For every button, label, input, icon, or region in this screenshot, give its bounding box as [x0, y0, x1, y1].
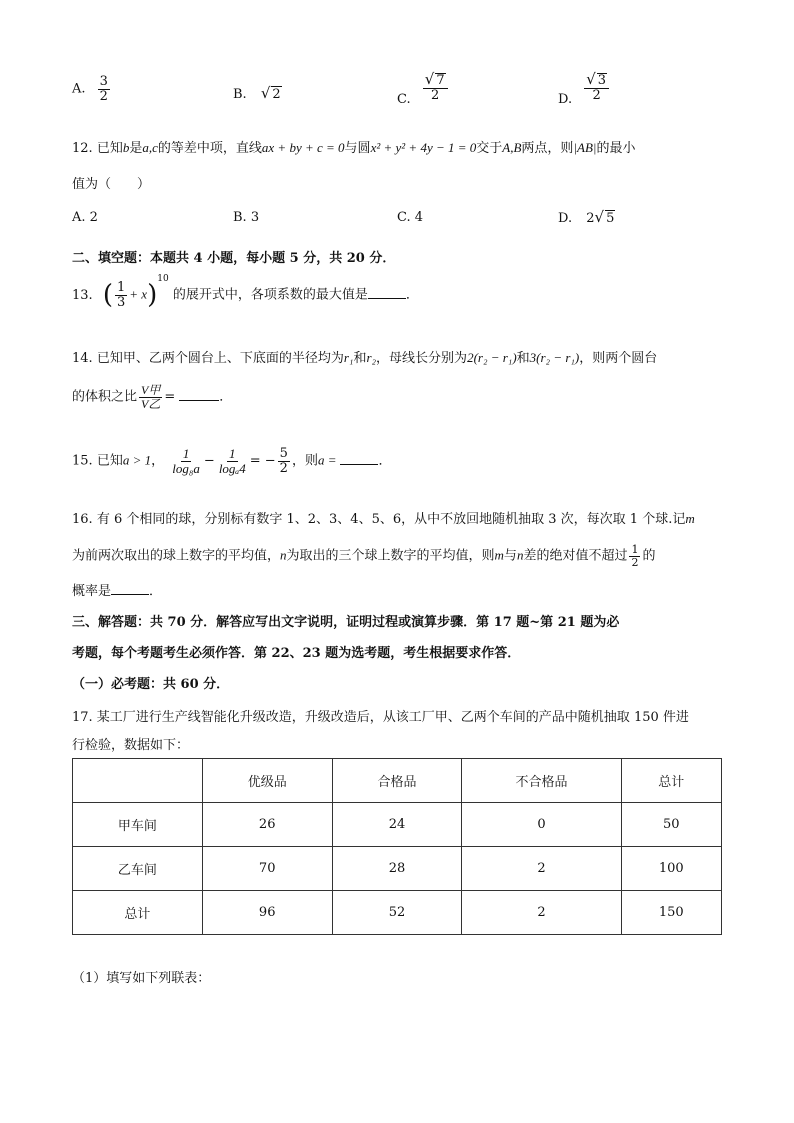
text: 已知甲、乙两个圆台上、下底面的半径均为 — [96, 351, 344, 366]
table-cell: 0 — [462, 803, 621, 847]
text: 和 — [353, 351, 367, 366]
q12-line2: 值为（ ） — [72, 177, 151, 192]
q17-part1: （1）填写如下列联表： — [72, 971, 211, 986]
abs-ab: |AB| — [573, 140, 597, 155]
condition: a > 1 — [122, 452, 152, 468]
var-ac: a,c — [142, 140, 158, 155]
numerator: V甲 — [141, 383, 161, 397]
text: ． — [378, 453, 392, 469]
text: 概率是 — [72, 584, 112, 599]
numerator: 5 — [279, 446, 288, 461]
text: 与 — [503, 548, 517, 564]
minus: − — [203, 453, 215, 469]
q17-line2: 行检验，数据如下： — [72, 738, 190, 753]
section3-heading-line1: 三、解答题：共 70 分．解答应写出文字说明，证明过程或演算步骤．第 17 题~第 21 题为必 — [72, 615, 620, 630]
text: 为前两次取出的球上数字的平均值， — [72, 548, 281, 564]
table-cell: 24 — [332, 803, 462, 847]
table-cell: 甲车间 — [73, 803, 203, 847]
denominator: 2 — [99, 88, 108, 104]
fraction-1-2 — [629, 544, 640, 568]
text: 和 — [516, 351, 530, 366]
numerator: 1 — [182, 446, 190, 461]
radicand: 3 — [597, 73, 607, 88]
exponent: 10 — [157, 274, 169, 285]
var-m: m — [685, 511, 695, 526]
denominator: 2 — [592, 87, 601, 103]
equals: = — [164, 389, 176, 405]
subsection-required: （一）必考题：共 60 分． — [72, 677, 230, 692]
table-header-cell: 不合格品 — [462, 759, 621, 803]
radicand: 7 — [436, 73, 445, 88]
radicand: 5 — [606, 211, 615, 226]
expr-2: 3(r₂ − r₁) — [529, 350, 580, 365]
q16-line3 — [72, 580, 162, 599]
q15: 15. 已知a > 1， $\frac{1}{\text{log₈a}}$ − $\frac{1}{\text{logₐ4}}$ = − $\frac{5}{2}$ ，则a = ． — [72, 446, 392, 476]
table-cell: 26 — [202, 803, 332, 847]
denominator: logₐ4 — [218, 460, 246, 476]
q11-option-b — [233, 84, 282, 102]
table-cell: 2 — [462, 847, 621, 891]
text: ． — [405, 287, 419, 303]
volume-ratio — [139, 384, 162, 410]
a-equals: a = — [317, 452, 337, 468]
var-b: b — [122, 140, 130, 155]
q12-option-b: B. 3 — [233, 210, 260, 225]
plus-x: + x — [129, 286, 148, 302]
text: 的最小 — [596, 141, 636, 156]
option-label: C. — [397, 91, 411, 107]
q12-option-c: C. 4 — [397, 210, 424, 225]
option-label: D. — [558, 211, 573, 226]
text: 的体积之比 — [72, 389, 138, 405]
table-row — [73, 803, 722, 847]
table-cell: 乙车间 — [73, 847, 203, 891]
table-row — [73, 891, 722, 935]
text: 是 — [129, 141, 143, 156]
sqrt-expr: √ 2 — [260, 84, 281, 102]
q11-option-a — [72, 75, 112, 103]
q14-line2 — [72, 384, 232, 410]
q13: 13. ( $\frac{1}{3}$ + x)$^{10}$ 的展开式中，各项系数的最大值是 ． — [72, 274, 419, 310]
table-cell: 100 — [621, 847, 721, 891]
table-cell: 150 — [621, 891, 721, 935]
table-cell: 52 — [332, 891, 462, 935]
line-equation: ax + by + c = 0 — [261, 140, 345, 155]
denominator: 3 — [116, 294, 126, 310]
numerator: 3 — [99, 74, 108, 89]
table-header-cell — [73, 759, 203, 803]
q16-line2 — [72, 544, 655, 568]
section3-heading-line2: 考题，每个考题考生必须作答．第 22、23 题为选考题，考生根据要求作答． — [72, 646, 521, 661]
var-r2: r₂ — [366, 350, 377, 365]
numerator: 1 — [229, 446, 236, 461]
answer-blank[interactable] — [111, 583, 149, 595]
text: 交于 — [476, 141, 503, 156]
table-header-row — [73, 759, 722, 803]
fraction-5-2 — [278, 447, 290, 475]
radicand: 2 — [272, 87, 281, 102]
text: ，则两个圆台 — [579, 351, 658, 366]
equals: = − — [249, 453, 276, 469]
denominator: 2 — [431, 87, 440, 103]
question-number: 16. — [72, 512, 93, 527]
denominator: V乙 — [141, 396, 161, 411]
q11-option-c — [397, 70, 450, 107]
table-row — [73, 847, 722, 891]
option-label: B. — [233, 87, 247, 102]
text: 已知 — [96, 141, 123, 156]
table-header-cell: 优级品 — [202, 759, 332, 803]
q17-line1: 17. 某工厂进行生产线智能化升级改造，升级改造后，从该工厂甲、乙两个车间的产品中随机抽取 150 件进 — [72, 710, 689, 725]
section2-heading: 二、填空题：本题共 4 小题，每小题 5 分，共 20 分． — [72, 251, 396, 266]
var-r1: r₁ — [343, 350, 354, 365]
question-number: 15. — [72, 453, 93, 469]
var-n: n — [280, 547, 287, 563]
table-cell: 50 — [621, 803, 721, 847]
table-cell: 96 — [202, 891, 332, 935]
text: 的展开式中，各项系数的最大值是 — [172, 287, 368, 303]
option-label: A. — [72, 81, 86, 97]
text: 与圆 — [344, 141, 371, 156]
question-number: 12. — [72, 141, 93, 156]
text: ，则 — [291, 453, 318, 469]
var-m: m — [494, 547, 504, 563]
text: 为取出的三个球上数字的平均值，则 — [286, 548, 495, 564]
expr-1: 2(r₂ − r₁) — [467, 350, 517, 365]
answer-blank[interactable] — [368, 287, 406, 299]
q12-option-a: A. 2 — [72, 210, 98, 225]
table-cell: 总计 — [73, 891, 203, 935]
table-cell: 70 — [202, 847, 332, 891]
numerator: 1 — [631, 543, 639, 556]
q14-line1 — [72, 347, 657, 366]
text: ，母线长分别为 — [376, 351, 468, 366]
text: 的等差中项，直线 — [157, 141, 262, 156]
text: ． — [149, 584, 163, 599]
q17-data-table — [72, 758, 722, 935]
q11-option-d — [558, 70, 611, 107]
text: 两点，则 — [521, 141, 574, 156]
question-number: 13. — [72, 287, 93, 303]
denominator: log₈a — [172, 460, 200, 476]
fraction-sqrt3-2: $\frac{√ 3}{2}$ — [584, 72, 609, 102]
circle-equation: x² + y² + 4y − 1 = 0 — [370, 140, 477, 155]
fraction-sqrt7-2: $\frac{√ 7}{2}$ — [423, 72, 448, 102]
q16-line1 — [72, 508, 695, 527]
table-header-cell: 总计 — [621, 759, 721, 803]
text: 有 6 个相同的球，分别标有数字 1、2、3、4、5、6，从中不放回地随机抽取 3 次，每次取 1 个球.记 — [96, 512, 686, 527]
var-n: n — [516, 547, 524, 563]
fraction-3-2 — [98, 75, 110, 103]
q12-option-d: D. 2√ 5 — [558, 208, 615, 226]
question-number: 14. — [72, 351, 93, 366]
q12-line1 — [72, 137, 635, 156]
fraction-log8 — [170, 447, 202, 475]
denominator: 2 — [279, 460, 288, 476]
option-label: D. — [558, 91, 573, 107]
text: 已知 — [96, 453, 123, 469]
fraction-1-3 — [115, 281, 127, 309]
answer-blank[interactable] — [340, 453, 378, 465]
var-ab: A,B — [502, 140, 522, 155]
fraction-loga4 — [217, 447, 248, 475]
table-header-cell: 合格品 — [332, 759, 462, 803]
table-cell: 28 — [332, 847, 462, 891]
text: 差的绝对值不超过 — [523, 548, 628, 564]
coefficient: 2 — [586, 211, 595, 226]
answer-blank[interactable] — [179, 389, 219, 401]
text: ． — [219, 389, 233, 405]
denominator: 2 — [631, 555, 639, 569]
table-cell: 2 — [462, 891, 621, 935]
text: 的 — [642, 548, 656, 564]
numerator: 1 — [116, 279, 126, 295]
